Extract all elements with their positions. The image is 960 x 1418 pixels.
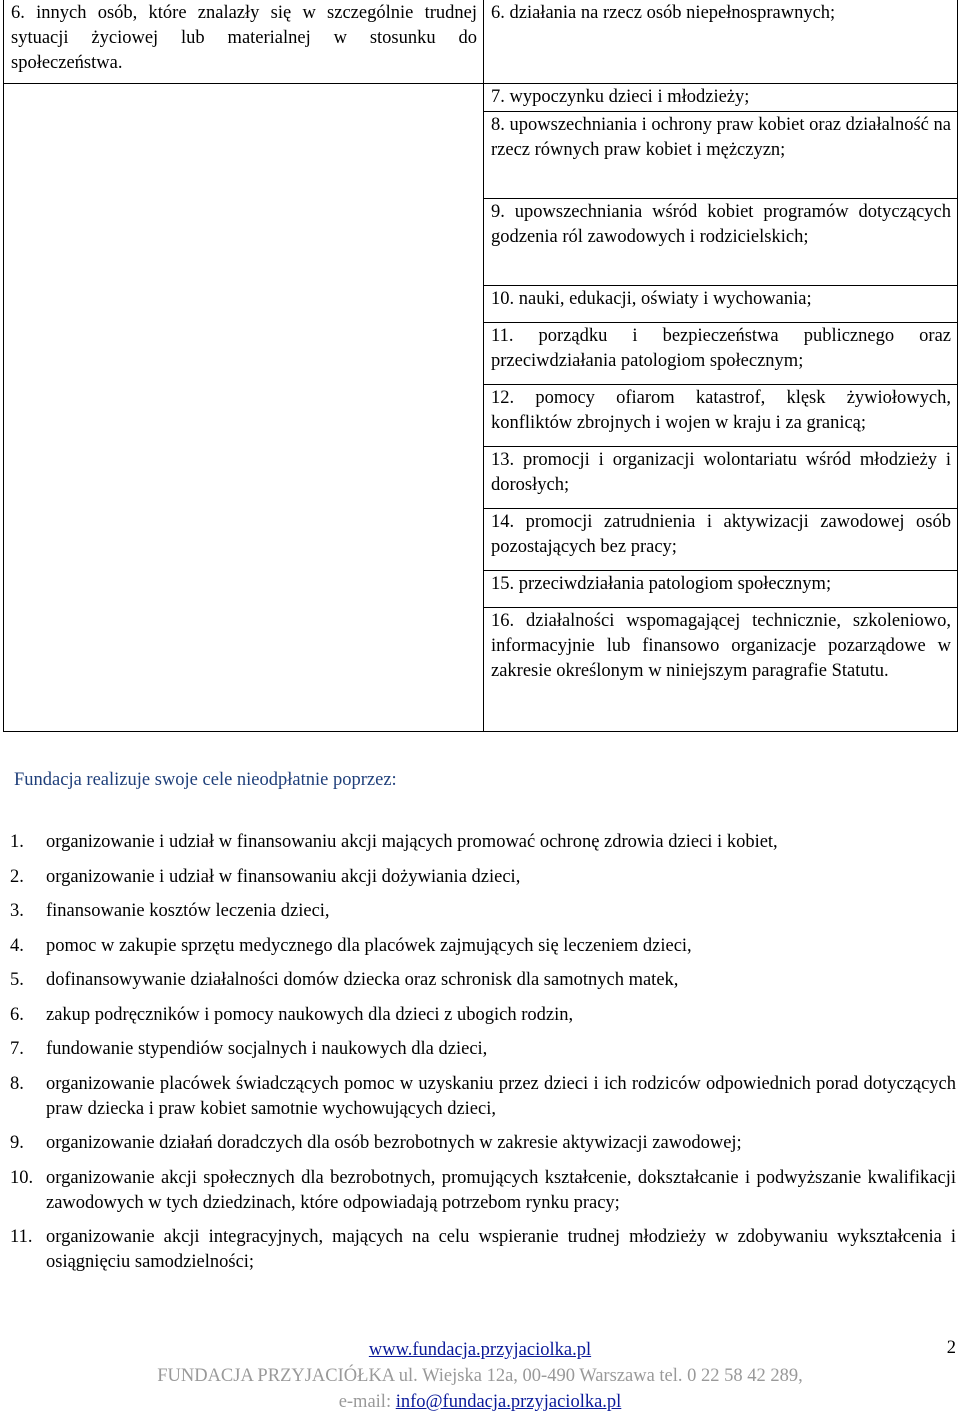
list-text: organizowanie działań doradczych dla osób bezrobotnych w zakresie aktywizacji zawodowej; <box>46 1133 742 1153</box>
list-item <box>10 1003 956 1028</box>
table-left-column <box>4 0 484 731</box>
footer-email-line <box>0 1390 960 1415</box>
table-cell-9: 9. upowszechniania wśród kobiet programów dotyczących godzenia ról zawodowych i rodzicielskich; <box>484 199 957 286</box>
activities-list <box>10 830 956 1285</box>
list-item <box>10 1072 956 1122</box>
website-link[interactable]: www.fundacja.przyjaciolka.pl <box>368 1340 592 1360</box>
table-cell-15: 15. przeciwdziałania patologiom społecznym; <box>484 571 957 608</box>
section-heading: Fundacja realizuje swoje cele nieodpłatnie poprzez: <box>14 770 397 790</box>
table-cell-11: 11. porządku i bezpieczeństwa publicznego oraz przeciwdziałania patologiom społecznym; <box>484 323 957 385</box>
list-number: 11. <box>10 1227 33 1247</box>
list-number: 9. <box>10 1133 24 1153</box>
list-text: organizowanie placówek świadczących pomoc w uzyskaniu przez dzieci i ich rodziców odpowiednich porad dotyczących praw dziecka i praw kobiet samotnie wychowujących dzieci, <box>46 1073 956 1119</box>
table-cell-6: 6. działania na rzecz osób niepełnosprawnych; <box>484 0 957 84</box>
table-cell-left: 6. innych osób, które znalazły się w szczególnie trudnej sytuacji życiowej lub materialnej w stosunku do społeczeństwa. <box>4 0 483 84</box>
list-text: pomoc w zakupie sprzętu medycznego dla placówek zajmujących się leczeniem dzieci, <box>46 935 692 956</box>
table-cell-7: 7. wypoczynku dzieci i młodzieży; <box>484 84 957 112</box>
table-cell-10: 10. nauki, edukacji, oświaty i wychowania; <box>484 286 957 323</box>
list-item <box>10 968 956 993</box>
list-item <box>10 934 956 959</box>
page-number: 2 <box>946 1338 956 1358</box>
list-number: 2. <box>10 866 24 887</box>
list-number: 3. <box>10 901 24 921</box>
list-text: fundowanie stypendiów socjalnych i naukowych dla dzieci, <box>46 1039 488 1059</box>
list-number: 8. <box>10 1073 24 1094</box>
footer-website[interactable] <box>0 1338 960 1363</box>
table-cell-14: 14. promocji zatrudnienia i aktywizacji zawodowej osób pozostających bez pracy; <box>484 509 957 571</box>
table-cell-13: 13. promocji i organizacji wolontariatu wśród młodzieży i dorosłych; <box>484 447 957 509</box>
list-number: 7. <box>10 1039 24 1059</box>
list-item <box>10 1166 956 1216</box>
list-text: zakup podręczników i pomocy naukowych dla dzieci z ubogich rodzin, <box>46 1004 574 1025</box>
list-item <box>10 899 956 924</box>
list-number: 10. <box>10 1167 34 1188</box>
list-number: 1. <box>10 832 24 852</box>
list-text: organizowanie akcji integracyjnych, mających na celu wspieranie trudnej młodzieży w zdobywaniu wykształcenia i osiągnięciu samodzielności; <box>46 1227 956 1272</box>
footer-address: FUNDACJA PRZYJACIÓŁKA ul. Wiejska 12a, 00-490 Warszawa tel. 0 22 58 42 289, <box>157 1366 803 1386</box>
list-text: dofinansowywanie działalności domów dziecka oraz schronisk dla samotnych matek, <box>46 970 679 990</box>
list-item <box>10 1131 956 1156</box>
list-number: 6. <box>10 1004 24 1025</box>
list-item <box>10 830 956 855</box>
email-link[interactable]: info@fundacja.przyjaciolka.pl <box>395 1392 622 1412</box>
table-cell-8: 8. upowszechniania i ochrony praw kobiet oraz działalność na rzecz równych praw kobiet i mężczyzn; <box>484 112 957 199</box>
list-text: organizowanie i udział w finansowaniu akcji mających promować ochronę zdrowia dzieci i kobiet, <box>46 832 778 852</box>
list-text: finansowanie kosztów leczenia dzieci, <box>46 901 330 921</box>
objectives-table <box>3 0 958 732</box>
list-number: 4. <box>10 935 24 956</box>
list-text: organizowanie i udział w finansowaniu akcji dożywiania dzieci, <box>46 866 521 887</box>
list-number: 5. <box>10 970 24 990</box>
email-label: e-mail: <box>338 1392 392 1412</box>
list-item <box>10 865 956 890</box>
table-right-column <box>484 0 957 731</box>
list-text: organizowanie akcji społecznych dla bezrobotnych, promujących kształcenie, dokształcanie i podwyższanie kwalifikacji zawodowych w tych dziedzinach, które odpowiadają potrzebom rynku pracy; <box>46 1167 956 1213</box>
list-item <box>10 1037 956 1062</box>
table-cell-16: 16. działalności wspomagającej technicznie, szkoleniowo, informacyjnie lub finansowo organizacje pozarządowe w zakresie określonym w niniejszym paragrafie Statutu. <box>491 611 951 681</box>
table-cell-12: 12. pomocy ofiarom katastrof, klęsk żywiołowych, konfliktów zbrojnych i wojen w kraju i za granicą; <box>484 385 957 447</box>
list-item <box>10 1225 956 1275</box>
